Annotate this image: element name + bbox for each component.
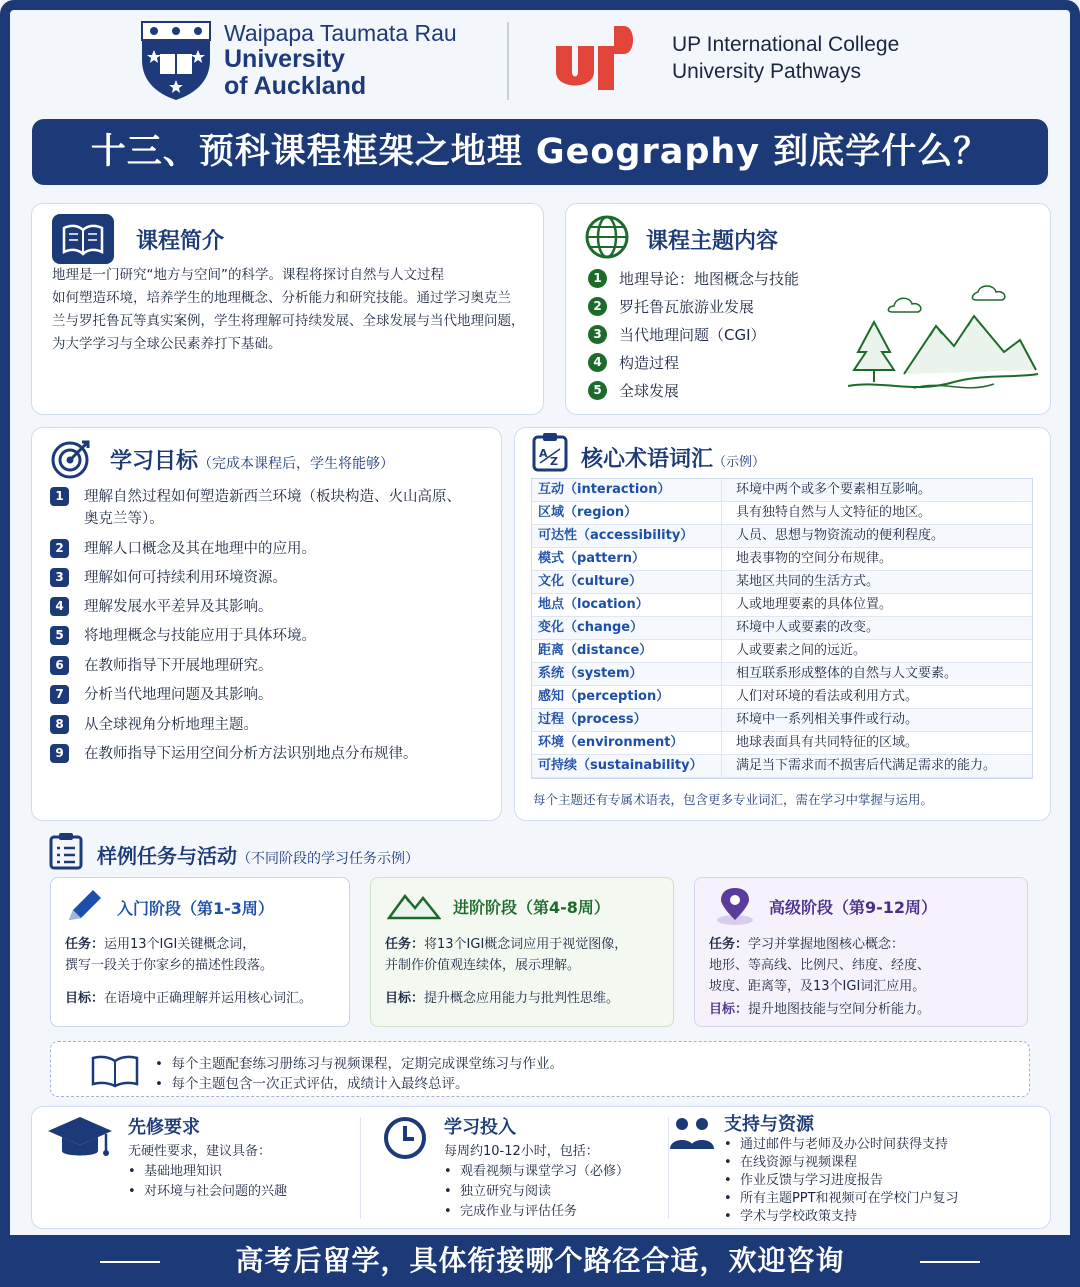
goal-item [50, 714, 500, 736]
stage-title: 进阶阶段（第4-8周） [453, 898, 610, 917]
goal-text: 理解如何可持续利用环境资源。 [84, 570, 287, 586]
glossary-row [532, 548, 1032, 571]
workload-item: • 观看视频与课堂学习（必修） [444, 1164, 629, 1179]
glossary-row [532, 686, 1032, 709]
glossary-term: 模式（pattern） [532, 548, 722, 570]
glossary-term: 区域（region） [532, 502, 722, 524]
glossary-definition: 环境中一系列相关事件或行动。 [736, 712, 919, 727]
mountain-landscape-illustration [844, 282, 1040, 400]
goal-text: 将地理概念与技能应用于具体环境。 [84, 628, 316, 644]
glossary-term: 环境（environment） [532, 732, 722, 754]
glossary-term: 文化（culture） [532, 571, 722, 593]
svg-text:Z: Z [550, 455, 558, 468]
checklist-icon [49, 832, 83, 870]
workload-item-text: 完成作业与评估任务 [459, 1204, 577, 1219]
support-item-text: 学术与学校政策支持 [739, 1209, 857, 1224]
pencil-icon [65, 888, 103, 924]
goal-line: 奥克兰等）。 [84, 511, 164, 527]
column-divider [360, 1117, 361, 1219]
header-divider [507, 22, 509, 100]
task-line: 并制作价值观连续体，展示理解。 [385, 958, 581, 973]
goal-item [50, 486, 500, 530]
topic-number: 1 [588, 269, 607, 288]
goal-number: 6 [50, 656, 69, 675]
intro-line: 兰与罗托鲁瓦等真实案例，学生将理解可持续发展、全球发展与当代地理问题， [52, 313, 525, 329]
goal-line: 理解自然过程如何塑造新西兰环境（板块构造、火山高原、 [84, 489, 461, 505]
up-college-subtitle: University Pathways [672, 60, 862, 83]
target-icon [50, 436, 94, 480]
prereq-item-text: 基础地理知识 [143, 1164, 222, 1179]
topic-item [588, 352, 679, 373]
footer-dash-left [100, 1261, 160, 1263]
glossary-row [532, 640, 1032, 663]
goal-label: 目标： [385, 991, 425, 1006]
goal-item [50, 655, 500, 677]
header [0, 0, 1080, 112]
goal-text: 理解人口概念及其在地理中的应用。 [84, 541, 316, 557]
stage-advanced [694, 877, 1028, 1027]
topic-item [588, 380, 679, 401]
glossary-term: 感知（perception） [532, 686, 722, 708]
notes-box [50, 1041, 1030, 1097]
glossary-definition: 满足当下需求而不损害后代满足需求的能力。 [736, 758, 997, 773]
sample-tasks-title [97, 840, 419, 869]
goal-text: 在教师指导下运用空间分析方法识别地点分布规律。 [84, 746, 418, 762]
goal-label: 目标： [65, 991, 105, 1006]
task-label: 任务： [385, 937, 425, 952]
learning-goals-subtitle: （完成本课程后，学生将能够） [198, 456, 395, 472]
prereq-text [128, 1142, 287, 1202]
support-item: • 作业反馈与学习进度报告 [724, 1173, 883, 1188]
note-line: • 每个主题包含一次正式评估，成绩计入最终总评。 [155, 1076, 469, 1092]
topic-number: 2 [588, 297, 607, 316]
people-group-icon [668, 1115, 716, 1151]
glossary-definition: 地表事物的空间分布规律。 [736, 551, 893, 566]
workload-intro: 每周约10-12小时，包括： [444, 1144, 599, 1159]
book-outline-icon [91, 1054, 139, 1088]
topic-label: 罗托鲁瓦旅游业发展 [619, 298, 755, 316]
glossary-row [532, 479, 1032, 502]
learning-goals-heading: 学习目标 [110, 449, 199, 474]
task-line: 地形、等高线、比例尺、纬度、经度、 [709, 958, 931, 973]
university-crest-logo [140, 20, 212, 102]
glossary-clipboard-icon [531, 432, 569, 472]
glossary-definition: 人员、思想与物资流动的便利程度。 [736, 528, 945, 543]
glossary-definition: 某地区共同的生活方式。 [736, 574, 880, 589]
glossary-definition: 人或要素之间的远近。 [736, 643, 867, 658]
task-line: 撰写一段关于你家乡的描述性段落。 [65, 958, 274, 973]
glossary-definition: 环境中两个或多个要素相互影响。 [736, 482, 932, 497]
uoa-name-line2: of Auckland [224, 72, 367, 100]
goal-line: 提升地图技能与空间分析能力。 [748, 1002, 931, 1017]
uoa-maori-name: Waipapa Taumata Rau [224, 20, 457, 46]
glossary-heading: 核心术语词汇 [581, 447, 714, 472]
glossary-row [532, 594, 1032, 617]
stage-goal [709, 999, 999, 1020]
intro-line: 如何塑造环境，培养学生的地理概念、分析能力和研究技能。通过学习奥克兰 [52, 290, 511, 306]
glossary-table [531, 478, 1033, 779]
stage-goal [65, 988, 355, 1009]
goal-text [84, 486, 500, 530]
glossary-title [581, 442, 765, 473]
support-text [724, 1136, 959, 1226]
topic-label: 构造过程 [619, 354, 680, 372]
stage-title: 入门阶段（第1-3周） [117, 899, 274, 918]
goal-line: 提升概念应用能力与批判性思维。 [424, 991, 620, 1006]
glossary-row [532, 502, 1032, 525]
glossary-term: 变化（change） [532, 617, 722, 639]
sample-tasks-subtitle: （不同阶段的学习任务示例） [237, 851, 419, 867]
glossary-card [514, 427, 1051, 821]
map-pin-icon [715, 888, 755, 926]
prereq-item: • 对环境与社会问题的兴趣 [128, 1184, 287, 1199]
support-title: 支持与资源 [724, 1114, 814, 1135]
goal-item [50, 538, 500, 560]
glossary-definition: 相互联系形成整体的自然与人文要素。 [736, 666, 958, 681]
glossary-row [532, 755, 1032, 778]
glossary-definition: 人或地理要素的具体位置。 [736, 597, 893, 612]
topic-item [588, 296, 754, 317]
stage-intermediate [370, 877, 674, 1027]
prereq-item: • 基础地理知识 [128, 1164, 222, 1179]
glossary-term: 互动（interaction） [532, 479, 722, 501]
support-item: • 通过邮件与老师及办公时间获得支持 [724, 1137, 948, 1152]
glossary-term: 可持续（sustainability） [532, 755, 722, 777]
course-intro-title: 课程简介 [136, 229, 225, 254]
glossary-row [532, 663, 1032, 686]
up-college-name: UP International College [672, 33, 900, 56]
university-of-auckland-wordmark [224, 20, 457, 100]
goal-text: 理解发展水平差异及其影响。 [84, 599, 273, 615]
goal-number: 3 [50, 568, 69, 587]
topic-number: 4 [588, 353, 607, 372]
open-book-icon [52, 214, 114, 264]
workload-item-text: 观看视频与课堂学习（必修） [459, 1164, 629, 1179]
topic-label: 当代地理问题（CGI） [619, 326, 766, 344]
glossary-definition: 人们对环境的看法或利用方式。 [736, 689, 919, 704]
workload-item-text: 独立研究与阅读 [459, 1184, 551, 1199]
stage-title: 高级阶段（第9-12周） [769, 898, 938, 917]
task-label: 任务： [65, 937, 105, 952]
glossary-term: 地点（location） [532, 594, 722, 616]
goal-item [50, 684, 500, 706]
glossary-term: 可达性（accessibility） [532, 525, 722, 547]
goal-text: 从全球视角分析地理主题。 [84, 717, 258, 733]
glossary-term: 距离（distance） [532, 640, 722, 662]
prereq-item-text: 对环境与社会问题的兴趣 [143, 1184, 287, 1199]
goal-item [50, 625, 500, 647]
goal-text: 分析当代地理问题及其影响。 [84, 687, 273, 703]
clock-icon [382, 1115, 428, 1161]
topic-label: 地理导论：地图概念与技能 [619, 270, 800, 288]
glossary-subtitle: （示例） [713, 455, 766, 470]
stage-task [385, 934, 675, 976]
up-college-logo [554, 24, 636, 90]
goal-number: 8 [50, 715, 69, 734]
intro-line: 地理是一门研究“地方与空间”的科学。课程将探讨自然与人文过程 [52, 267, 444, 283]
course-intro-card [31, 203, 544, 415]
goal-number: 5 [50, 626, 69, 645]
topic-item [588, 324, 766, 345]
learning-goals-title [110, 444, 394, 475]
support-item-text: 在线资源与视频课程 [739, 1155, 857, 1170]
stage-goal [385, 988, 675, 1009]
support-item: • 在线资源与视频课程 [724, 1155, 857, 1170]
goal-item [50, 596, 500, 618]
topic-label: 全球发展 [619, 382, 680, 400]
note-text: 每个主题包含一次正式评估，成绩计入最终总评。 [171, 1076, 469, 1092]
glossary-row [532, 617, 1032, 640]
page-title: 十三、预科课程框架之地理 Geography 到底学什么？ [32, 119, 1048, 185]
goal-text: 在教师指导下开展地理研究。 [84, 658, 273, 674]
glossary-row [532, 571, 1032, 594]
note-line: • 每个主题配套练习册练习与视频课程，定期完成课堂练习与作业。 [155, 1056, 564, 1072]
task-line: 坡度、距离等，及13个IGI词汇应用。 [709, 979, 926, 994]
uoa-name-line1: University [224, 45, 345, 73]
goal-number: 7 [50, 685, 69, 704]
glossary-row [532, 732, 1032, 755]
footer-dash-right [920, 1261, 980, 1263]
glossary-definition: 地球表面具有共同特征的区域。 [736, 735, 919, 750]
workload-text [444, 1142, 629, 1222]
goal-number: 9 [50, 744, 69, 763]
support-item-text: 作业反馈与学习进度报告 [739, 1173, 883, 1188]
note-text: 每个主题配套练习册练习与视频课程，定期完成课堂练习与作业。 [171, 1056, 564, 1072]
course-intro-text [52, 264, 536, 356]
support-item: • 所有主题PPT和视频可在学校门户复习 [724, 1191, 959, 1206]
support-item-text: 所有主题PPT和视频可在学校门户复习 [739, 1191, 959, 1206]
footer-text: 高考后留学，具体衔接哪个路径合适，欢迎咨询 [235, 1244, 845, 1277]
goal-number: 4 [50, 597, 69, 616]
topic-number: 3 [588, 325, 607, 344]
stage-task [65, 934, 355, 976]
stage-beginner [50, 877, 350, 1027]
globe-icon [584, 214, 630, 260]
course-topics-card [565, 203, 1051, 415]
glossary-row [532, 709, 1032, 732]
svg-text:A: A [539, 447, 548, 460]
topic-number: 5 [588, 381, 607, 400]
glossary-definition: 具有独特自然与人文特征的地区。 [736, 505, 932, 520]
graduation-cap-icon [46, 1115, 114, 1165]
glossary-row [532, 525, 1032, 548]
goal-number: 1 [50, 487, 69, 506]
glossary-term: 过程（process） [532, 709, 722, 731]
workload-title: 学习投入 [444, 1117, 516, 1138]
intro-line: 为大学学习与全球公民素养打下基础。 [52, 336, 282, 352]
task-line: 学习并掌握地图核心概念： [748, 937, 905, 952]
stage-task [709, 934, 1019, 997]
goal-item [50, 567, 500, 589]
task-label: 任务： [709, 937, 749, 952]
learning-goals-card [31, 427, 502, 821]
support-item-text: 通过邮件与老师及办公时间获得支持 [739, 1137, 948, 1152]
goal-label: 目标： [709, 1002, 749, 1017]
glossary-term: 系统（system） [532, 663, 722, 685]
course-topics-title: 课程主题内容 [646, 229, 779, 254]
goal-item [50, 743, 500, 765]
bottom-info-card [31, 1106, 1051, 1229]
prereq-title: 先修要求 [128, 1117, 200, 1138]
workload-item: • 独立研究与阅读 [444, 1184, 551, 1199]
glossary-definition: 环境中人或要素的改变。 [736, 620, 880, 635]
workload-item: • 完成作业与评估任务 [444, 1204, 577, 1219]
prereq-intro: 无硬性要求，建议具备： [128, 1144, 272, 1159]
sample-tasks-heading: 样例任务与活动 [97, 844, 237, 868]
task-line: 运用13个IGI关键概念词， [104, 937, 256, 952]
up-college-wordmark [672, 31, 899, 85]
support-item: • 学术与学校政策支持 [724, 1209, 857, 1224]
topic-item [588, 268, 799, 289]
mountain-icon [387, 890, 441, 920]
footer-banner [0, 1235, 1080, 1287]
goal-number: 2 [50, 539, 69, 558]
goal-line: 在语境中正确理解并运用核心词汇。 [104, 991, 313, 1006]
task-line: 将13个IGI概念词应用于视觉图像， [424, 937, 628, 952]
glossary-note: 每个主题还有专属术语表，包含更多专业词汇，需在学习中掌握与运用。 [533, 792, 934, 807]
